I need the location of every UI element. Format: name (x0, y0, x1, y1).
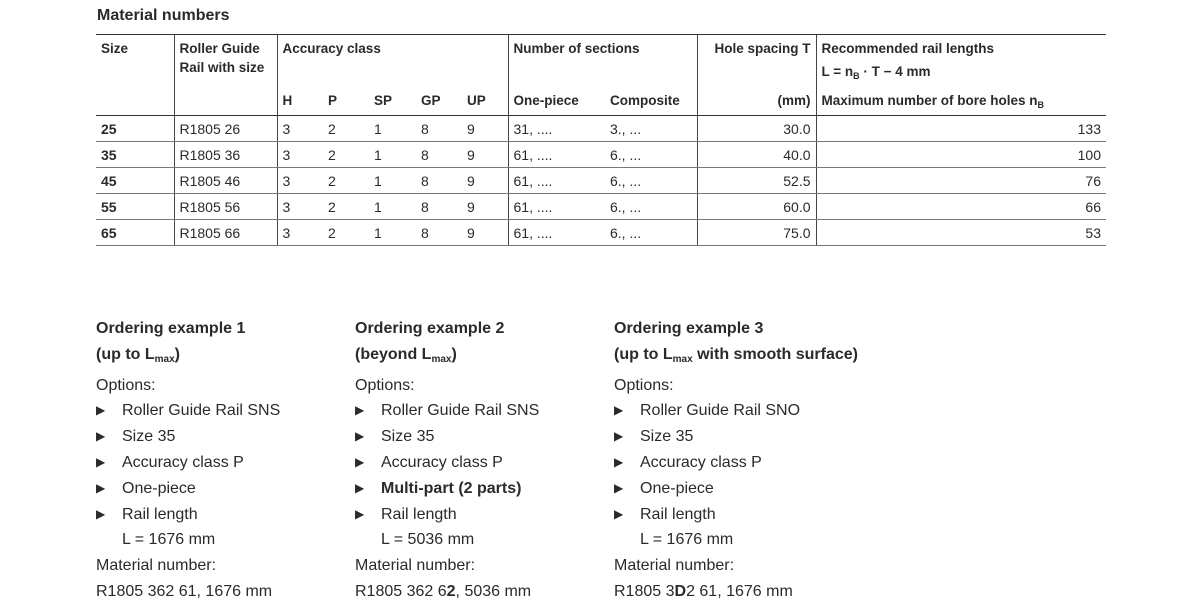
cell-sp: 1 (369, 168, 416, 194)
cell-size: 35 (96, 142, 174, 168)
cell-gp: 8 (416, 168, 462, 194)
bullet-arrow-icon: ▶ (96, 403, 106, 418)
material-number: R1805 362 62, 5036 mm (355, 582, 532, 600)
cell-one-piece: 61, .... (508, 220, 605, 246)
cell-up: 9 (462, 194, 508, 220)
options-label: Options: (355, 376, 415, 394)
cell-spacing: 75.0 (697, 220, 816, 246)
list-item: ▶ Accuracy class P (614, 450, 914, 476)
bullet-arrow-icon: ▶ (355, 403, 365, 418)
cell-sp: 1 (369, 142, 416, 168)
list-item: ▶ Size 35 (614, 424, 914, 450)
cell-max-holes: 76 (816, 168, 1106, 194)
header-formula: $L = n_B \cdot T - 4$ mm (821, 64, 931, 81)
table-row (96, 142, 1106, 168)
cell-sp: 1 (369, 220, 416, 246)
header-one-piece: One-piece (508, 89, 605, 116)
list-item: ▶ One-piece (614, 476, 914, 502)
header-composite: Composite (605, 89, 697, 116)
header-class-up: UP (462, 89, 508, 116)
header-recommended (816, 35, 1106, 90)
example-subtitle: (beyond Lmax) (355, 345, 457, 365)
cell-one-piece: 31, .... (508, 116, 605, 142)
header-class-sp: SP (369, 89, 416, 116)
list-item: ▶ Multi-part (2 parts) (355, 476, 605, 502)
list-item: ▶ Roller Guide Rail SNO (614, 398, 914, 424)
example-title: Ordering example 3 (614, 320, 764, 337)
example-subtitle: (up to Lmax) (96, 345, 180, 365)
list-item: ▶ Accuracy class P (355, 450, 605, 476)
cell-h: 3 (277, 142, 323, 168)
cell-size: 25 (96, 116, 174, 142)
cell-composite: 3., ... (605, 116, 697, 142)
bullet-arrow-icon: ▶ (355, 480, 365, 495)
options-label: Options: (614, 376, 674, 394)
rail-length-value: L = 5036 mm (381, 531, 475, 549)
cell-gp: 8 (416, 142, 462, 168)
cell-rail: R1805 56 (174, 194, 277, 220)
material-number: R1805 3D2 61, 1676 mm (614, 582, 793, 600)
material-label: Material number: (614, 557, 735, 575)
cell-h: 3 (277, 220, 323, 246)
table-row (96, 220, 1106, 246)
cell-spacing: 30.0 (697, 116, 816, 142)
header-sections: Number of sections (508, 35, 697, 90)
cell-composite: 6., ... (605, 168, 697, 194)
bullet-arrow-icon: ▶ (355, 454, 365, 469)
cell-spacing: 60.0 (697, 194, 816, 220)
ordering-example-2 (355, 316, 605, 605)
table-row (96, 168, 1106, 194)
list-item: ▶ Size 35 (96, 424, 346, 450)
header-hole-spacing: Hole spacing T (697, 35, 816, 90)
example-subtitle: (up to Lmax with smooth surface) (614, 345, 859, 365)
list-item: ▶ Roller Guide Rail SNS (96, 398, 346, 424)
bullet-arrow-icon: ▶ (614, 403, 624, 418)
header-recommended-label: Recommended rail lengths (821, 41, 995, 56)
cell-max-holes: 66 (816, 194, 1106, 220)
example-title: Ordering example 1 (96, 320, 246, 337)
list-item: ▶ Size 35 (355, 424, 605, 450)
bullet-arrow-icon: ▶ (96, 454, 106, 469)
cell-rail: R1805 66 (174, 220, 277, 246)
cell-gp: 8 (416, 194, 462, 220)
cell-spacing: 52.5 (697, 168, 816, 194)
cell-up: 9 (462, 142, 508, 168)
cell-size: 65 (96, 220, 174, 246)
cell-spacing: 40.0 (697, 142, 816, 168)
bullet-arrow-icon: ▶ (614, 454, 624, 469)
cell-one-piece: 61, .... (508, 168, 605, 194)
header-rail: Roller Guide Rail with size (174, 35, 277, 116)
cell-rail: R1805 46 (174, 168, 277, 194)
ordering-example-1 (96, 316, 346, 605)
cell-h: 3 (277, 116, 323, 142)
header-class-h: H (277, 89, 323, 116)
header-class-gp: GP (416, 89, 462, 116)
cell-sp: 1 (369, 194, 416, 220)
material-label: Material number: (96, 557, 217, 575)
cell-rail: R1805 36 (174, 142, 277, 168)
cell-composite: 6., ... (605, 142, 697, 168)
table-header-row (96, 35, 1106, 90)
bullet-arrow-icon: ▶ (96, 506, 106, 521)
cell-p: 2 (323, 220, 369, 246)
cell-gp: 8 (416, 220, 462, 246)
cell-sp: 1 (369, 116, 416, 142)
list-item: ▶ Roller Guide Rail SNS (355, 398, 605, 424)
table-row (96, 194, 1106, 220)
cell-composite: 6., ... (605, 220, 697, 246)
cell-max-holes: 53 (816, 220, 1106, 246)
bullet-arrow-icon: ▶ (96, 429, 106, 444)
cell-p: 2 (323, 142, 369, 168)
cell-h: 3 (277, 168, 323, 194)
rail-length-value: L = 1676 mm (122, 531, 216, 549)
header-hole-unit: (mm) (697, 89, 816, 116)
list-item: ▶ Rail length (355, 502, 605, 528)
bullet-arrow-icon: ▶ (614, 506, 624, 521)
bullet-arrow-icon: ▶ (614, 480, 624, 495)
rail-length-value: L = 1676 mm (640, 531, 734, 549)
cell-one-piece: 61, .... (508, 142, 605, 168)
cell-max-holes: 100 (816, 142, 1106, 168)
list-item: ▶ One-piece (96, 476, 346, 502)
cell-gp: 8 (416, 116, 462, 142)
cell-p: 2 (323, 116, 369, 142)
cell-max-holes: 133 (816, 116, 1106, 142)
material-numbers-table (96, 34, 1106, 246)
cell-p: 2 (323, 168, 369, 194)
options-label: Options: (96, 376, 156, 394)
cell-p: 2 (323, 194, 369, 220)
cell-composite: 6., ... (605, 194, 697, 220)
header-size: Size (96, 35, 174, 116)
header-class-p: P (323, 89, 369, 116)
bullet-arrow-icon: ▶ (614, 429, 624, 444)
list-item: ▶ Rail length (96, 502, 346, 528)
list-item: ▶ Rail length (614, 502, 914, 528)
list-item: ▶ Accuracy class P (96, 450, 346, 476)
bullet-arrow-icon: ▶ (355, 506, 365, 521)
cell-size: 45 (96, 168, 174, 194)
material-label: Material number: (355, 557, 476, 575)
section-heading: Material numbers (97, 7, 230, 24)
header-accuracy: Accuracy class (277, 35, 508, 90)
cell-one-piece: 61, .... (508, 194, 605, 220)
ordering-example-3 (614, 316, 914, 605)
material-number: R1805 362 61, 1676 mm (96, 582, 273, 600)
example-title: Ordering example 2 (355, 320, 505, 337)
cell-size: 55 (96, 194, 174, 220)
cell-rail: R1805 26 (174, 116, 277, 142)
cell-up: 9 (462, 116, 508, 142)
cell-h: 3 (277, 194, 323, 220)
header-max-bore-holes: Maximum number of bore holes $n_B$ (816, 89, 1106, 116)
bullet-arrow-icon: ▶ (355, 429, 365, 444)
cell-up: 9 (462, 220, 508, 246)
cell-up: 9 (462, 168, 508, 194)
table-row (96, 116, 1106, 142)
bullet-arrow-icon: ▶ (96, 480, 106, 495)
